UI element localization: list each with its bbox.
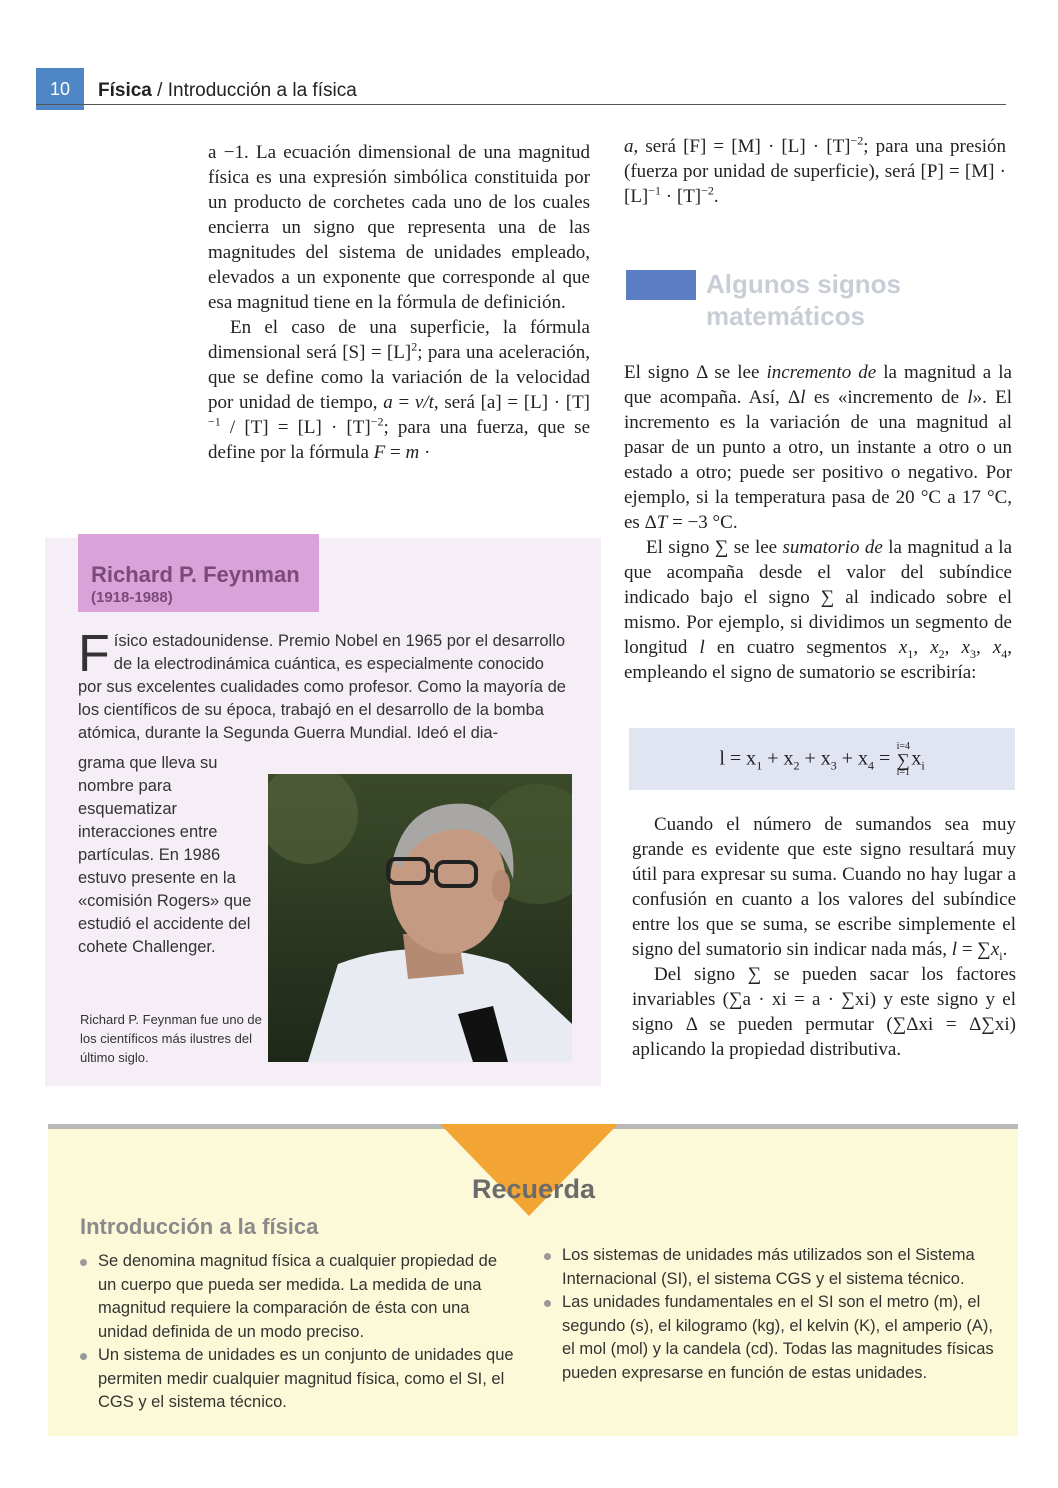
text-run: x	[898, 637, 908, 658]
paragraph	[624, 360, 1012, 535]
list-item: Los sistemas de unidades más utilizados son el Sistema Internacional (SI), el sistema CGS y el sistema técnico.	[542, 1244, 994, 1291]
superscript: 2	[411, 339, 418, 354]
text-run: El signo Δ se lee	[624, 362, 767, 383]
text-run: la magnitud a la que acompaña. Así, Δ	[624, 362, 1012, 408]
text-run: v/t	[414, 392, 434, 413]
formula-part: x	[911, 747, 922, 770]
text-run: a	[383, 392, 393, 413]
column-left-text	[208, 140, 590, 465]
text-run: ; para una presión (fuerza por unidad de superficie), será [P] = [M] · [L]	[624, 136, 1006, 207]
superscript: −2	[850, 133, 864, 148]
formula-part: + x	[762, 747, 794, 770]
superscript: −2	[370, 414, 384, 429]
section-heading-line2: matemáticos	[706, 301, 865, 331]
subscript: i	[921, 758, 925, 773]
paragraph	[624, 134, 1006, 209]
text-run: l	[800, 387, 806, 408]
recuerda-title: Recuerda	[472, 1174, 596, 1204]
subscript: 2	[938, 646, 945, 661]
list-item: Se denomina magnitud física a cualquier propiedad de un cuerpo que pueda ser medida. La medida de una magnitud requiere la comparación de ésta con una unidad definida de un modo preciso.	[78, 1250, 518, 1344]
recuerda-list-right	[542, 1244, 994, 1385]
text-run: El signo ∑ se lee	[646, 537, 783, 558]
header-rule	[36, 104, 1006, 105]
text-run: l	[967, 387, 973, 408]
page-number: 10	[36, 68, 84, 110]
text-run: , será [F] = [M] · [L] · [T]	[633, 136, 851, 157]
list-item: Un sistema de unidades es un conjunto de unidades que permiten medir cualquier magnitud física, como el SI, el CGS y el sistema técnico.	[78, 1344, 518, 1415]
text-run: sumatorio de	[782, 537, 883, 558]
subscript: i	[999, 948, 1003, 963]
text-run: ,	[975, 637, 993, 658]
formula-part: =	[874, 747, 896, 770]
paragraph: Del signo ∑ se pueden sacar los factores invariables (∑a · xi = a · ∑xi) y este signo y el signo Δ se pueden permutar (∑Δxi = Δ∑xi) aplicando la propiedad distributiva.	[632, 964, 1016, 1060]
sigma-upper-limit: i=4	[896, 741, 911, 752]
column-right-text	[624, 360, 1012, 685]
recuerda-subtitle: Introducción a la física	[80, 1214, 319, 1239]
subscript: 1	[907, 646, 914, 661]
text-run: l	[951, 939, 958, 960]
superscript: −1	[208, 414, 221, 429]
text-run: x	[930, 637, 939, 658]
text-run: ». El incremento es la variación de una magnitud al pasar de un punto a otro, un instante a otro o un estado a otro; puede ser positivo o negativo. Por ejemplo, si la temperatura pasa de 20 °C a 17 °C, es Δ	[624, 387, 1012, 533]
superscript: −1	[648, 183, 662, 198]
text-run: ; para una fuerza, que se define por la fórmula	[208, 417, 590, 463]
formula-part: l = x	[719, 747, 757, 770]
header-section: Física	[98, 80, 152, 101]
subscript: 4	[1001, 646, 1008, 661]
biography-name: Richard P. Feynman	[91, 562, 300, 587]
drop-cap: F	[78, 625, 110, 683]
text-run: , empleando el signo de sumatorio se escribiría:	[624, 637, 1012, 683]
text-run: Cuando el número de sumandos sea muy grande es evidente que este signo resultará muy útil para expresar su suma. Cuando no hay lugar a confusión en cuanto a los valores del subíndice entre los que se suma, se escribe simplemente el signo del sumatorio sin indicar nada más,	[632, 814, 1016, 960]
text-run: l	[699, 637, 705, 658]
text-run: ; para una aceleración, que se define como la variación de la velocidad por unidad de tiempo,	[208, 342, 590, 413]
sigma-lower-limit: i=1	[896, 767, 911, 778]
header-chapter: Introducción a la física	[167, 80, 357, 101]
formula-part: + x	[836, 747, 869, 770]
text-run: / [T] = [L] · [T]	[220, 417, 371, 438]
text-run: m	[405, 442, 420, 463]
section-heading-bar	[626, 270, 696, 300]
subscript: 3	[969, 646, 976, 661]
paragraph	[632, 812, 1016, 962]
running-header	[98, 80, 357, 102]
text-run: = −3 °C.	[667, 512, 738, 533]
text-run: T	[656, 512, 668, 533]
text-run: · [T]	[661, 186, 702, 207]
superscript: −2	[701, 183, 714, 198]
list-item: Las unidades fundamentales en el SI son el metro (m), el segundo (s), el kilogramo (kg), el kelvin (K), el amperio (A), el mol (mol) y la candela (cd). Todas las magnitudes físicas pueden expresarse en función de estas unidades.	[542, 1291, 994, 1385]
text-run: =	[392, 392, 415, 413]
text-run: , será [a] = [L] · [T]	[433, 392, 591, 413]
text-run: ,	[944, 637, 962, 658]
biography-text-narrow: grama que lleva su nombre para esquematizar interacciones entre partículas. En 1986 estuvo presente en la «comisión Rogers» que estudió el accidente del cohete Challenger.	[78, 754, 252, 956]
text-run: =	[385, 442, 406, 463]
section-heading-line1: Algunos signos	[706, 269, 901, 299]
text-run: = ∑	[957, 939, 991, 960]
biography-years: (1918-1988)	[91, 589, 173, 606]
text-run: .	[713, 186, 719, 207]
header-separator: /	[151, 80, 168, 101]
text-run: x	[961, 637, 970, 658]
column-right-continuation	[624, 134, 1006, 209]
subscript: 2	[793, 758, 800, 773]
biography-text-wide: ísico estadounidense. Premio Nobel en 1965 por el desarrollo de la electrodinámica cuántica, es especialmente conocido por sus excelentes cualidades como profesor. Como la mayoría de los científicos de su época, trabajó en el desarrollo de la bomba atómica, durante la Segunda Guerra Mundial. Ideó el dia-	[78, 632, 566, 742]
paragraph	[208, 315, 590, 465]
text-run: .	[1002, 939, 1008, 960]
photo-caption: Richard P. Feynman fue uno de los científicos más ilustres del último siglo.	[80, 1012, 262, 1065]
subscript: 4	[868, 758, 875, 773]
text-run: en cuatro segmentos	[704, 637, 899, 658]
recuerda-list-left	[78, 1250, 518, 1415]
text-run: es «incremento de	[805, 387, 968, 408]
text-run: x	[992, 637, 1002, 658]
sigma-sign: ∑	[896, 750, 910, 770]
biography-text	[78, 625, 568, 745]
paragraph	[624, 535, 1012, 685]
text-run: incremento de	[766, 362, 877, 383]
summation-formula	[629, 742, 1015, 778]
text-run: ·	[419, 442, 431, 463]
text-run: a	[624, 136, 634, 157]
sigma-stack	[895, 742, 911, 778]
text-run: F	[373, 442, 386, 463]
column-right-lower-text	[632, 812, 1016, 1062]
paragraph: a −1. La ecuación dimensional de una magnitud física es una expresión simbólica constituida por un producto de corchetes cada uno de los cuales encierra un signo que representa una de las magnitudes del sistema de unidades empleado, elevados a un exponente que corresponde al que esa magnitud tiene en la fórmula de definición.	[208, 142, 590, 313]
text-run: ,	[913, 637, 931, 658]
subscript: 3	[830, 758, 837, 773]
text-run: En el caso de una superficie, la fórmula dimensional será [S] = [L]	[208, 317, 590, 363]
formula-part: + x	[799, 747, 831, 770]
feynman-portrait-photo	[268, 774, 572, 1062]
text-run: la magnitud a la que acompaña desde el valor del subíndice indicado bajo el signo ∑ al indicado sobre el mismo. Por ejemplo, si dividimos un segmento de longitud	[624, 537, 1012, 658]
section-heading	[706, 268, 901, 332]
text-run: x	[990, 939, 1000, 960]
subscript: 1	[756, 758, 763, 773]
